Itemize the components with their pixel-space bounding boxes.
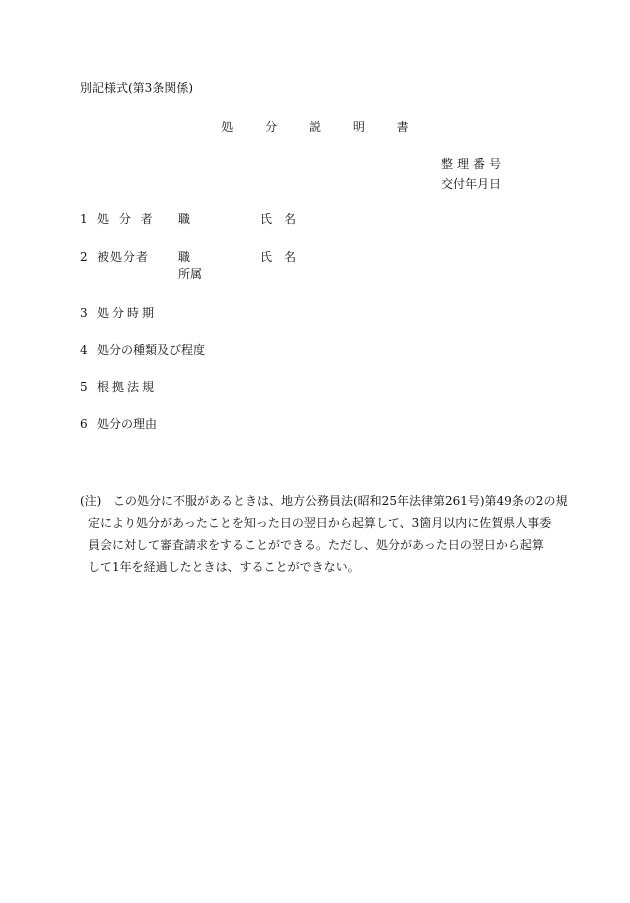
item-number: 2 (80, 250, 88, 264)
item-label-legal-basis: 根拠法規 (97, 380, 158, 394)
title-char: 書 (396, 120, 409, 134)
reference-number-label: 整理番号 (441, 157, 506, 171)
form-reference: 別記様式(第3条関係) (80, 81, 193, 95)
issue-date-label: 交付年月日 (441, 177, 502, 191)
item-number: 6 (80, 417, 88, 431)
position-label: 職 (178, 250, 191, 264)
affiliation-label: 所属 (178, 267, 203, 281)
item-number: 5 (80, 380, 88, 394)
note-block (80, 490, 568, 578)
item-label-type: 処分の種類及び程度 (97, 343, 206, 357)
note-line: 員会に対して審査請求をすることができる。ただし、処分があった日の翌日から起算 (88, 538, 544, 552)
item-number: 3 (80, 306, 88, 320)
title-char: 分 (265, 120, 278, 134)
title-char: 明 (352, 120, 365, 134)
position-label: 職 (178, 212, 191, 226)
item-number: 1 (80, 212, 88, 226)
name-label: 氏 名 (260, 212, 297, 226)
document-title (0, 119, 630, 135)
note-line: 定により処分があったことを知った日の翌日から起算して、3箇月以内に佐賀県人事委 (88, 516, 552, 530)
name-label: 氏 名 (260, 250, 297, 264)
item-number: 4 (80, 343, 88, 357)
item-label-timing: 処分時期 (97, 306, 158, 320)
item-label-disposed: 被処分者 (97, 250, 150, 264)
item-label-reason: 処分の理由 (97, 417, 158, 431)
note-prefix: (注) (80, 494, 102, 508)
note-line: この処分に不服があるときは、地方公務員法(昭和25年法律第261号)第49条の2の規 (113, 494, 568, 508)
item-label-disposer: 処 分 者 (97, 212, 156, 226)
title-char: 処 (221, 120, 234, 134)
note-line: して1年を経過したときは、することができない。 (88, 560, 360, 574)
title-char: 説 (308, 120, 321, 134)
